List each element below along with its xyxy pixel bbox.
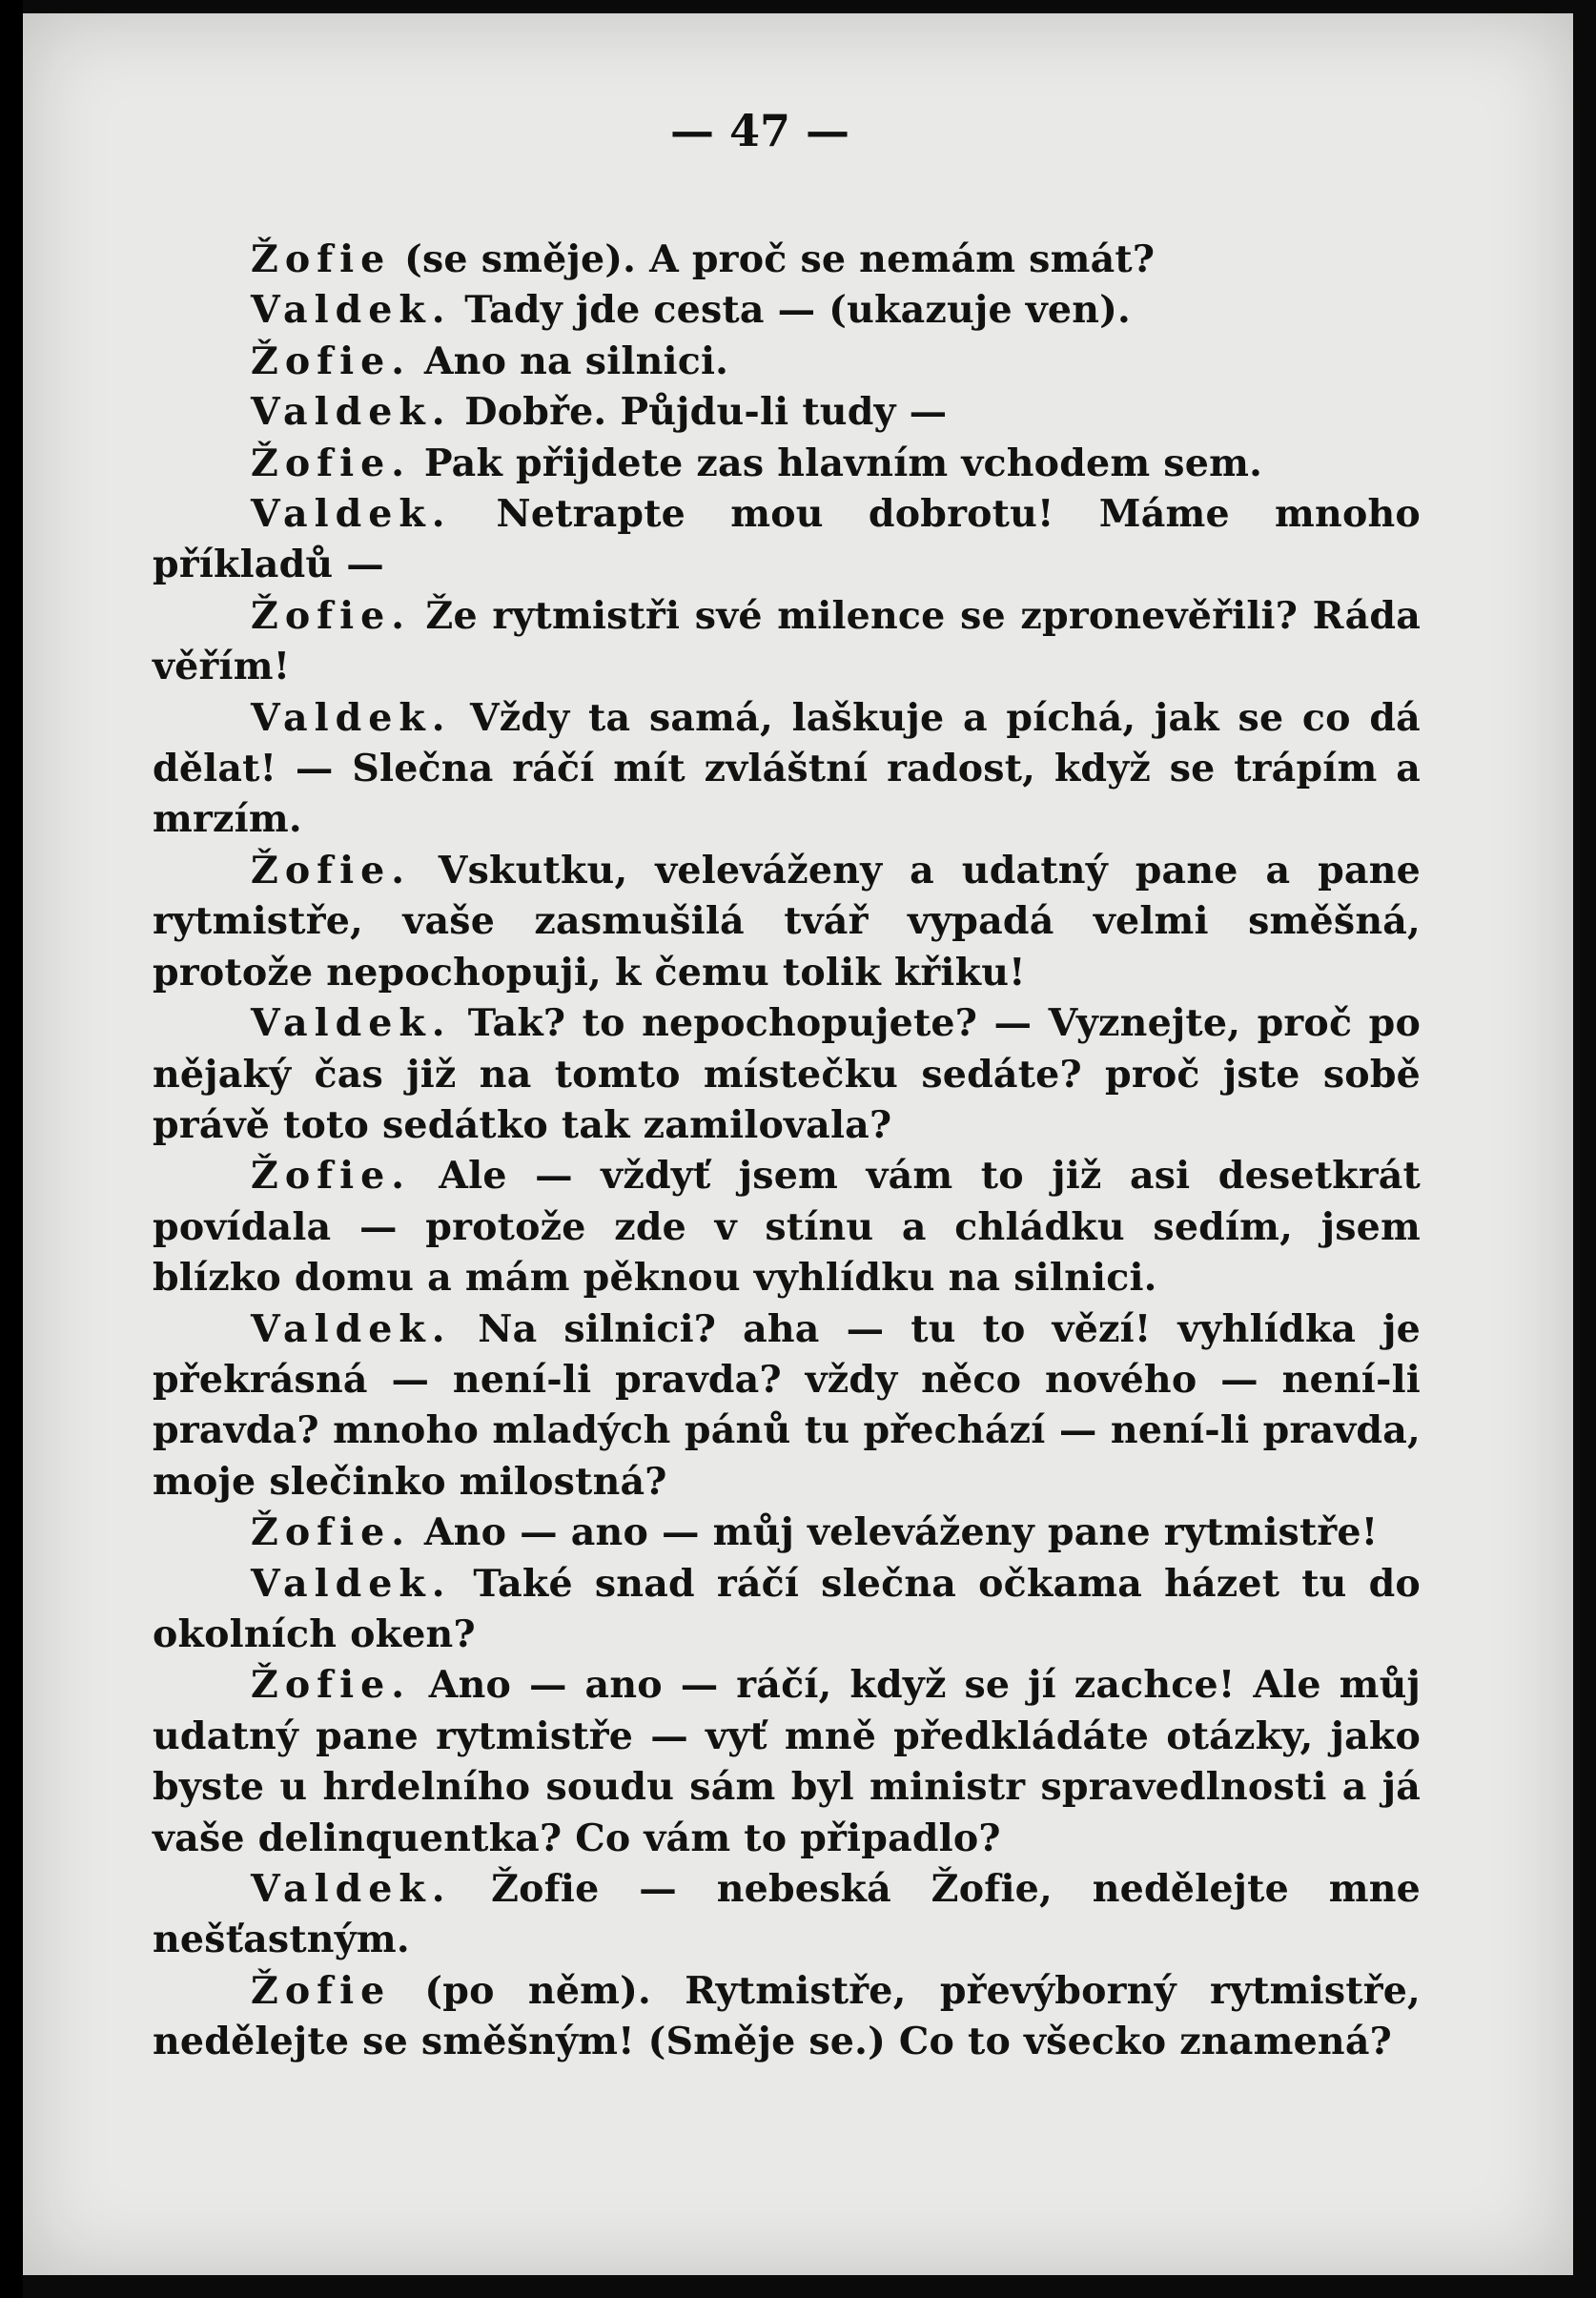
dialogue-paragraph — [153, 1966, 1421, 2068]
speech-text: (po něm). Rytmistře, převýborný rytmistře, nedělejte se směšným! (Směje se.) Co to všecko znamená? — [153, 1968, 1421, 2064]
dialogue-paragraph — [153, 235, 1421, 285]
speaker-name: Žofie — [251, 1968, 392, 2013]
speech-text: Pak přijdete zas hlavním vchodem sem. — [423, 441, 1263, 485]
speaker-name: Žofie. — [251, 1663, 412, 1708]
speech-text: Na silnici? aha — tu to vězí! vyhlídka je překrásná — není-li pravda? vždy něco nového — není-li pravda? mnoho mladých pánů tu přechází — není-li pravda, moje slečinko milostná? — [153, 1306, 1421, 1504]
dialogue-paragraph — [153, 337, 1421, 387]
dialogue-paragraph — [153, 846, 1421, 998]
speaker-name: Žofie. — [251, 339, 412, 383]
speech-text: Vždy ta samá, laškuje a píchá, jak se co dá dělat! — Slečna ráčí mít zvláštní radost, když se trápím a mrzím. — [153, 695, 1421, 842]
speech-text: (se směje). A proč se nemám smát? — [404, 237, 1156, 281]
dialogue-paragraph — [153, 1559, 1421, 1661]
book-spine-edge — [0, 0, 23, 2298]
speaker-name: Valdek. — [251, 1561, 452, 1606]
speaker-name: Žofie. — [251, 441, 412, 485]
speaker-name: Valdek. — [251, 390, 452, 435]
speaker-name: Žofie — [251, 237, 392, 281]
speech-text: Ano na silnici. — [423, 339, 729, 383]
book-page — [23, 13, 1573, 2275]
speaker-name: Valdek. — [251, 1867, 452, 1911]
speaker-name: Valdek. — [251, 288, 452, 333]
speech-text: Také snad ráčí slečna očkama házet tu do okolních oken? — [153, 1561, 1421, 1656]
dialogue-paragraph — [153, 1304, 1421, 1508]
speaker-name: Valdek. — [251, 492, 452, 537]
speech-text: Žofie — nebeská Žofie, nedělejte mne nešťastným. — [153, 1867, 1421, 1962]
dialogue-paragraph — [153, 998, 1421, 1151]
dialogue-paragraph — [153, 1660, 1421, 1864]
dialogue-paragraph — [153, 285, 1421, 336]
speaker-name: Žofie. — [251, 1154, 412, 1199]
speech-text: Dobře. Půjdu-li tudy — — [464, 390, 948, 435]
dialogue-paragraph — [153, 591, 1421, 693]
speaker-name: Žofie. — [251, 593, 412, 638]
page-number: — 47 — — [669, 105, 850, 156]
dialogue-text — [153, 235, 1421, 2068]
speaker-name: Žofie. — [251, 1510, 412, 1555]
speaker-name: Valdek. — [251, 695, 452, 740]
dialogue-paragraph — [153, 489, 1421, 591]
speech-text: Ano — ano — můj veleváženy pane rytmistře! — [423, 1510, 1379, 1555]
speech-text: Že rytmistři své milence se zpronevěřili? Ráda věřím! — [153, 593, 1421, 689]
speech-text: Ano — ano — ráčí, když se jí zachce! Ale můj udatný pane rytmistře — vyť mně předkládáte otázky, jako byste u hrdelního soudu sám byl ministr spravedlnosti a já vaše delinquentka? Co vám to připadlo? — [153, 1663, 1421, 1860]
dialogue-paragraph — [153, 1151, 1421, 1303]
speech-text: Ale — vždyť jsem vám to již asi desetkrát povídala — protože zde v stínu a chládku sedím, jsem blízko domu a mám pěknou vyhlídku na silnici. — [153, 1154, 1421, 1301]
speech-text: Tak? to nepochopujete? — Vyznejte, proč po nějaký čas již na tomto místečku sedáte? proč jste sobě právě toto sedátko tak zamilovala? — [153, 1001, 1421, 1147]
speech-text: Netrapte mou dobrotu! Máme mnoho příkladů — — [153, 492, 1421, 587]
speaker-name: Valdek. — [251, 1001, 452, 1046]
speech-text: Vskutku, veleváženy a udatný pane a pane rytmistře, vaše zasmušilá tvář vypadá velmi směšná, protože nepochopuji, k čemu tolik křiku! — [153, 848, 1421, 995]
dialogue-paragraph — [153, 1508, 1421, 1558]
dialogue-paragraph — [153, 439, 1421, 489]
speech-text: Tady jde cesta — (ukazuje ven). — [464, 288, 1131, 333]
speaker-name: Valdek. — [251, 1306, 452, 1351]
dialogue-paragraph — [153, 387, 1421, 438]
speaker-name: Žofie. — [251, 848, 412, 893]
dialogue-paragraph — [153, 693, 1421, 846]
dialogue-paragraph — [153, 1864, 1421, 1966]
